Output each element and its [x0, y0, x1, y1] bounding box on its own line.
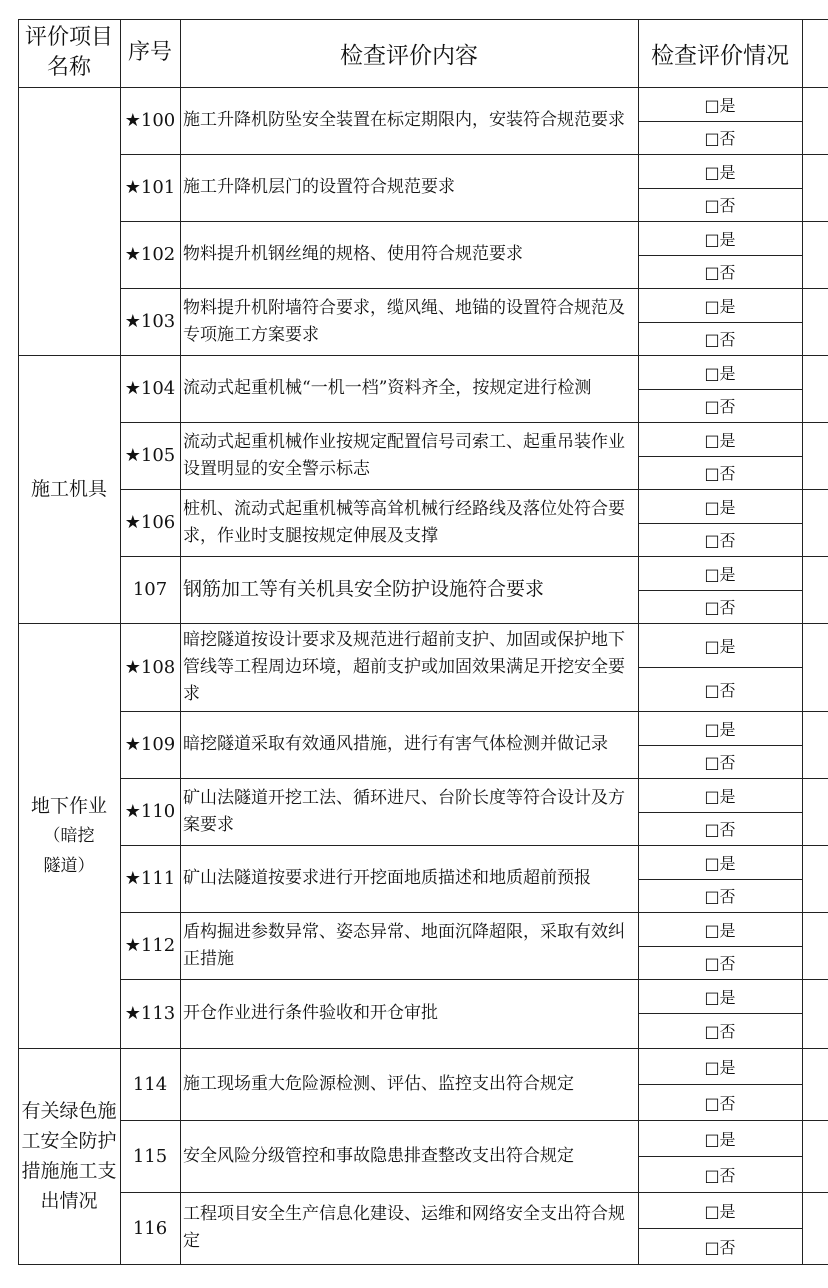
content-text: 工程项目安全生产信息化建设、运维和网络安全支出符合规定	[183, 1204, 625, 1251]
grid-hline	[120, 556, 828, 557]
row-check-content	[180, 1120, 638, 1192]
row-seq-number	[120, 711, 180, 778]
content-text: 暗挖隧道按设计要求及规范进行超前支护、加固或保护地下管线等工程周边环境，超前支护或加固效果满足开挖安全要求	[183, 629, 625, 704]
row-seq-number	[120, 778, 180, 845]
option-no-label: □否	[704, 598, 736, 617]
option-no-checkbox[interactable]	[638, 1156, 802, 1192]
option-no-checkbox[interactable]	[638, 1228, 802, 1264]
grid-hline	[120, 1120, 828, 1121]
remark-cell	[802, 288, 828, 355]
content-text: 桩机、流动式起重机械等高耸机械行经路线及落位处符合要求，作业时支腿按规定伸展及支撑	[183, 498, 625, 546]
grid-hline	[120, 979, 828, 980]
option-yes-checkbox[interactable]	[638, 288, 802, 322]
seq-text: ★105	[124, 445, 176, 466]
grid-vline	[18, 19, 19, 1265]
option-no-label: □否	[704, 820, 736, 839]
grid-hline	[638, 255, 802, 256]
seq-text: ★102	[124, 244, 176, 265]
remark-cell	[802, 1048, 828, 1120]
grid-hline	[638, 188, 802, 189]
option-no-label: □否	[704, 464, 736, 483]
grid-hline	[638, 523, 802, 524]
category-name: 有关绿色施工安全防护措施施工支出情况	[21, 1100, 117, 1212]
content-text: 矿山法隧道按要求进行开挖面地质描述和地质超前预报	[183, 868, 591, 888]
content-text: 施工升降机层门的设置符合规范要求	[183, 177, 455, 197]
content-text: 矿山法隧道开挖工法、循环进尺、台阶长度等符合设计及方案要求	[183, 787, 625, 835]
option-no-label: □否	[704, 954, 736, 973]
seq-text: ★109	[124, 734, 176, 755]
grid-hline	[638, 1228, 802, 1229]
remark-cell	[802, 845, 828, 912]
grid-hline	[638, 946, 802, 947]
header-category	[18, 19, 120, 87]
grid-hline	[120, 154, 828, 155]
remark-cell	[802, 221, 828, 288]
row-check-content	[180, 1048, 638, 1120]
row-check-content	[180, 87, 638, 154]
option-yes-label: □是	[704, 1129, 736, 1149]
remark-cell	[802, 1120, 828, 1192]
option-yes-label: □是	[704, 786, 736, 806]
grid-hline	[120, 422, 828, 423]
option-no-label: □否	[704, 887, 736, 906]
option-yes-label: □是	[704, 1057, 736, 1077]
option-yes-checkbox[interactable]	[638, 623, 802, 667]
option-yes-checkbox[interactable]	[638, 845, 802, 879]
category-cell	[18, 87, 120, 355]
grid-hline	[638, 456, 802, 457]
category-sub: （暗挖隧道）	[43, 825, 95, 876]
option-yes-checkbox[interactable]	[638, 221, 802, 255]
seq-text: 114	[132, 1073, 168, 1095]
option-no-checkbox[interactable]	[638, 745, 802, 778]
option-no-checkbox[interactable]	[638, 188, 802, 221]
row-seq-number	[120, 979, 180, 1048]
row-check-content	[180, 1192, 638, 1264]
remark-cell	[802, 154, 828, 221]
grid-vline	[802, 19, 803, 1265]
row-seq-number	[120, 1048, 180, 1120]
remark-cell	[802, 355, 828, 422]
category-name: 地下作业	[30, 794, 107, 817]
seq-text: 115	[132, 1145, 168, 1167]
option-no-checkbox[interactable]	[638, 389, 802, 422]
option-no-label: □否	[704, 397, 736, 416]
row-seq-number	[120, 845, 180, 912]
grid-hline	[120, 221, 828, 222]
row-seq-number	[120, 1192, 180, 1264]
row-check-content	[180, 154, 638, 221]
row-check-content	[180, 912, 638, 979]
header-result-label: 检查评价情况	[651, 42, 789, 69]
option-yes-label: □是	[704, 1201, 736, 1221]
seq-text: ★110	[124, 801, 176, 822]
row-check-content	[180, 288, 638, 355]
option-no-label: □否	[704, 1093, 736, 1113]
content-text: 流动式起重机械作业按规定配置信号司索工、起重吊装作业设置明显的安全警示标志	[183, 431, 625, 479]
category-cell	[18, 1048, 120, 1264]
content-text: 钢筋加工等有关机具安全防护设施符合要求	[183, 578, 545, 600]
option-yes-checkbox[interactable]	[638, 1120, 802, 1156]
category-cell	[18, 355, 120, 623]
option-no-checkbox[interactable]	[638, 590, 802, 623]
option-no-checkbox[interactable]	[638, 1084, 802, 1120]
grid-hline	[18, 355, 828, 356]
grid-hline	[638, 879, 802, 880]
grid-hline	[638, 1156, 802, 1157]
remark-cell	[802, 912, 828, 979]
option-yes-checkbox[interactable]	[638, 355, 802, 389]
grid-hline	[18, 623, 828, 624]
option-yes-label: □是	[704, 636, 736, 656]
content-text: 暗挖隧道采取有效通风措施，进行有害气体检测并做记录	[183, 734, 608, 754]
grid-hline	[120, 778, 828, 779]
row-check-content	[180, 623, 638, 711]
option-no-label: □否	[704, 196, 736, 215]
option-no-checkbox[interactable]	[638, 523, 802, 556]
header-seq	[120, 19, 180, 87]
grid-hline	[120, 489, 828, 490]
row-seq-number	[120, 556, 180, 623]
remark-cell	[802, 979, 828, 1048]
option-yes-label: □是	[704, 430, 736, 450]
option-no-label: □否	[704, 263, 736, 282]
row-check-content	[180, 979, 638, 1048]
option-no-checkbox[interactable]	[638, 322, 802, 355]
option-no-checkbox[interactable]	[638, 946, 802, 979]
grid-hline	[638, 1084, 802, 1085]
seq-text: ★101	[124, 177, 176, 198]
option-no-label: □否	[704, 753, 736, 772]
grid-hline	[120, 711, 828, 712]
seq-text: ★108	[124, 656, 176, 678]
content-text: 盾构掘进参数异常、姿态异常、地面沉降超限，采取有效纠正措施	[183, 921, 625, 969]
remark-cell	[802, 422, 828, 489]
content-text: 流动式起重机械“一机一档”资料齐全，按规定进行检测	[183, 378, 592, 398]
row-check-content	[180, 422, 638, 489]
option-yes-label: □是	[704, 987, 736, 1007]
header-content-label: 检查评价内容	[340, 42, 478, 69]
remark-cell	[802, 556, 828, 623]
option-yes-label: □是	[704, 363, 736, 383]
grid-hline	[120, 288, 828, 289]
row-seq-number	[120, 355, 180, 422]
option-no-label: □否	[704, 330, 736, 349]
grid-hline	[18, 87, 828, 88]
grid-hline	[638, 667, 802, 668]
option-yes-checkbox[interactable]	[638, 489, 802, 523]
option-no-checkbox[interactable]	[638, 667, 802, 711]
option-yes-label: □是	[704, 229, 736, 249]
row-seq-number	[120, 1120, 180, 1192]
option-no-checkbox[interactable]	[638, 1013, 802, 1048]
seq-text: 116	[132, 1217, 168, 1239]
option-yes-label: □是	[704, 497, 736, 517]
content-text: 施工升降机防坠安全装置在标定期限内，安装符合规范要求	[183, 110, 625, 130]
grid-hline	[638, 322, 802, 323]
grid-vline	[120, 19, 121, 1265]
option-yes-checkbox[interactable]	[638, 87, 802, 121]
option-yes-checkbox[interactable]	[638, 422, 802, 456]
option-yes-label: □是	[704, 95, 736, 115]
row-seq-number	[120, 912, 180, 979]
header-seq-label: 序号	[127, 40, 172, 65]
row-seq-number	[120, 288, 180, 355]
option-yes-checkbox[interactable]	[638, 778, 802, 812]
option-no-label: □否	[704, 531, 736, 550]
row-check-content	[180, 556, 638, 623]
grid-hline	[18, 19, 828, 20]
content-text: 开仓作业进行条件验收和开仓审批	[183, 1003, 438, 1023]
content-text: 施工现场重大危险源检测、评估、监控支出符合规定	[183, 1073, 574, 1094]
option-yes-checkbox[interactable]	[638, 979, 802, 1013]
seq-text: ★112	[124, 935, 176, 956]
option-no-checkbox[interactable]	[638, 456, 802, 489]
row-check-content	[180, 711, 638, 778]
seq-text: ★100	[124, 110, 176, 131]
grid-hline	[638, 1013, 802, 1014]
option-no-label: □否	[704, 1165, 736, 1185]
grid-hline	[638, 121, 802, 122]
header-category-label: 评价项目名称	[24, 25, 113, 80]
row-seq-number	[120, 422, 180, 489]
option-no-checkbox[interactable]	[638, 812, 802, 845]
grid-hline	[638, 590, 802, 591]
row-seq-number	[120, 489, 180, 556]
grid-hline	[18, 1048, 828, 1049]
category-name: 施工机具	[30, 478, 107, 500]
option-yes-label: □是	[704, 296, 736, 316]
option-no-checkbox[interactable]	[638, 121, 802, 154]
seq-text: 107	[132, 579, 168, 600]
option-no-label: □否	[704, 129, 736, 148]
content-text: 物料提升机附墙符合要求，缆风绳、地锚的设置符合规范及专项施工方案要求	[183, 297, 625, 345]
remark-cell	[802, 489, 828, 556]
remark-cell	[802, 623, 828, 711]
row-check-content	[180, 355, 638, 422]
option-yes-checkbox[interactable]	[638, 1048, 802, 1084]
option-no-label: □否	[704, 680, 736, 700]
grid-hline	[120, 1192, 828, 1193]
seq-text: ★113	[124, 1003, 176, 1024]
option-yes-label: □是	[704, 853, 736, 873]
grid-vline	[638, 19, 639, 1265]
option-yes-checkbox[interactable]	[638, 912, 802, 946]
grid-hline	[18, 1264, 828, 1265]
option-yes-label: □是	[704, 920, 736, 940]
option-yes-label: □是	[704, 719, 736, 739]
option-yes-checkbox[interactable]	[638, 1192, 802, 1228]
row-seq-number	[120, 154, 180, 221]
grid-hline	[638, 812, 802, 813]
seq-text: ★103	[124, 311, 176, 332]
seq-text: ★111	[124, 868, 176, 889]
option-no-checkbox[interactable]	[638, 879, 802, 912]
remark-cell	[802, 87, 828, 154]
grid-hline	[638, 389, 802, 390]
remark-cell	[802, 711, 828, 778]
option-yes-label: □是	[704, 162, 736, 182]
option-no-label: □否	[704, 1237, 736, 1257]
option-no-label: □否	[704, 1022, 736, 1041]
remark-cell	[802, 1192, 828, 1264]
grid-hline	[638, 745, 802, 746]
seq-text: ★104	[124, 378, 176, 399]
option-yes-label: □是	[704, 564, 736, 584]
grid-hline	[120, 912, 828, 913]
row-check-content	[180, 778, 638, 845]
grid-vline	[180, 19, 181, 1265]
row-seq-number	[120, 221, 180, 288]
header-content	[180, 19, 638, 87]
option-no-checkbox[interactable]	[638, 255, 802, 288]
content-text: 物料提升机钢丝绳的规格、使用符合规范要求	[183, 244, 523, 264]
remark-cell	[802, 778, 828, 845]
option-yes-checkbox[interactable]	[638, 556, 802, 590]
row-check-content	[180, 845, 638, 912]
content-text: 安全风险分级管控和事故隐患排查整改支出符合规定	[183, 1145, 574, 1166]
grid-hline	[120, 845, 828, 846]
option-yes-checkbox[interactable]	[638, 154, 802, 188]
row-seq-number	[120, 623, 180, 711]
option-yes-checkbox[interactable]	[638, 711, 802, 745]
row-seq-number	[120, 87, 180, 154]
seq-text: ★106	[124, 512, 176, 533]
category-cell	[18, 623, 120, 1048]
header-result	[638, 19, 802, 87]
row-check-content	[180, 221, 638, 288]
row-check-content	[180, 489, 638, 556]
